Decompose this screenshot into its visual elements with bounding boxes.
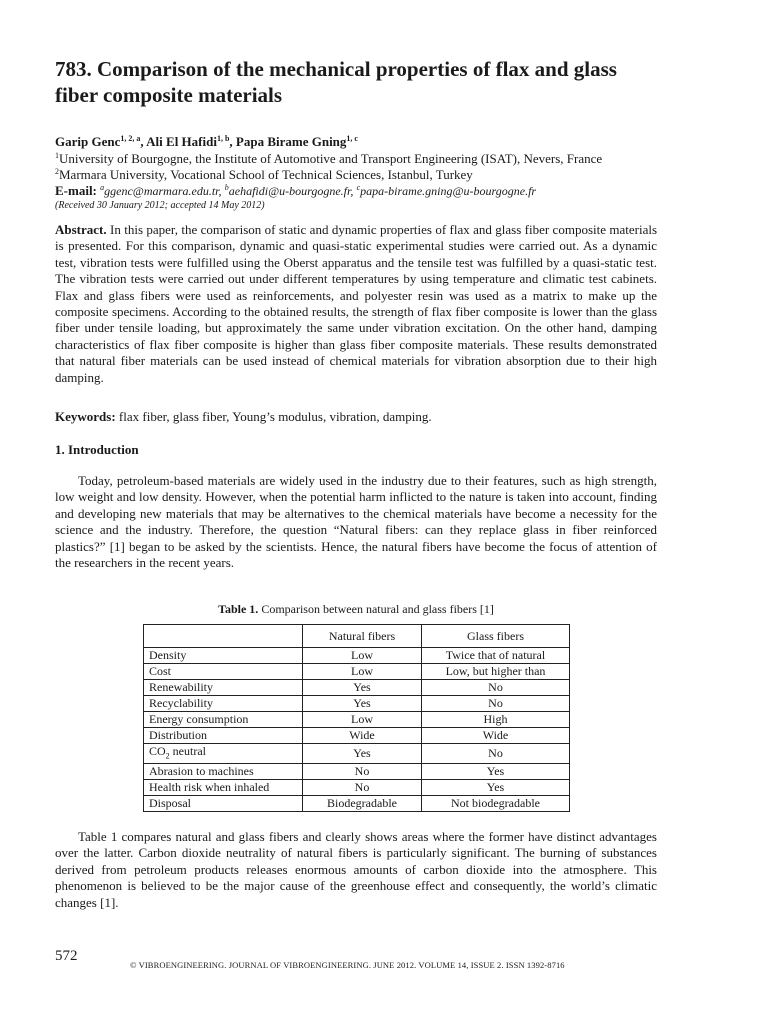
affiliation-text: University of Bourgogne, the Institute of Automotive and Transport Engineering (ISAT), Nevers, France — [59, 151, 603, 166]
table-row — [144, 664, 570, 680]
table-cell-natural: Biodegradable — [303, 796, 422, 812]
affiliation-marker: 1 — [55, 151, 59, 160]
table-caption-label: Table 1. — [218, 602, 259, 616]
comparison-table — [143, 624, 570, 812]
received-dates: (Received 30 January 2012; accepted 14 May 2012) — [55, 200, 265, 211]
section-heading-introduction: 1. Introduction — [55, 442, 139, 457]
table-cell-property: Distribution — [144, 728, 303, 744]
table-header-cell — [144, 625, 303, 648]
abstract-label: Abstract. — [55, 222, 107, 237]
table-cell-property — [144, 744, 303, 764]
table-header-cell: Glass fibers — [422, 625, 570, 648]
table-cell-property: Renewability — [144, 680, 303, 696]
footer-copyright: © VIBROENGINEERING. JOURNAL OF VIBROENGINEERING. JUNE 2012. VOLUME 14, ISSUE 2. ISSN 1392-8716 — [130, 960, 565, 970]
affiliation-text: Marmara University, Vocational School of Technical Sciences, Istanbul, Turkey — [59, 167, 473, 182]
table-cell-glass: No — [422, 680, 570, 696]
abstract-text: In this paper, the comparison of static and dynamic properties of flax and glass fiber composite materials is presented. For this comparison, dynamic and quasi-static experimental studies were carried out. As a dynamic test, vibration tests were fulfilled using the Oberst apparatus and the tensile test was fulfilled by a quasi-static test. The vibration tests were carried out under different temperatures by using temperature and climatic test cabinets. Flax and glass fibers were used as reinforcements, and polyester resin was used as a matrix to make up the composite specimens. According to the obtained results, the strength of flax fiber composite is lower than the glass fiber under tensile loading, but approximately the same under vibration excitation. On the other hand, damping characteristics of flax fiber composite is higher than glass fiber composite materials. These results demonstrated that natural fiber materials can be used instead of chemical materials for vibration absorption due to their high damping. — [55, 222, 658, 385]
table-cell-natural: Yes — [303, 744, 422, 764]
intro-paragraph: Today, petroleum-based materials are widely used in the industry due to their features, such as high strength, low weight and low density. However, when the potential harm inflicted to the nature is taken into account, finding and developing new materials that may be alternatives to the chemical materials have become a necessity for the science and the industry. Therefore, the question “Natural fibers: can they replace glass in fiber reinforced plastics?” [1] began to be asked by the scientists. Hence, the natural fibers have become the focus of attention of the researchers in the recent years. — [55, 473, 657, 571]
table-row — [144, 696, 570, 712]
table-cell-glass: Yes — [422, 764, 570, 780]
keywords — [55, 409, 657, 425]
author-name: Ali El Hafidi — [146, 134, 217, 149]
email-marker: a — [100, 183, 105, 192]
table-row — [144, 648, 570, 664]
table-header-row — [144, 625, 570, 648]
affiliation-marker: 2 — [55, 167, 59, 176]
table-cell-property: Abrasion to machines — [144, 764, 303, 780]
table-cell-glass: No — [422, 696, 570, 712]
email-line — [55, 180, 536, 199]
keywords-text: flax fiber, glass fiber, Young’s modulus, vibration, damping. — [118, 409, 432, 424]
email-marker: c — [356, 183, 361, 192]
author-name: Papa Birame Gning — [235, 134, 347, 149]
co2-main: CO — [149, 744, 166, 758]
email-address[interactable]: ggenc@marmara.edu.tr, — [104, 184, 222, 198]
table-row — [144, 744, 570, 764]
table-cell-natural: Yes — [303, 680, 422, 696]
table-cell-natural: Low — [303, 648, 422, 664]
co2-rest: neutral — [169, 744, 206, 758]
author-affiliation-marker: 1, b — [216, 134, 230, 143]
table-row — [144, 796, 570, 812]
table-cell-glass: Low, but higher than — [422, 664, 570, 680]
table-cell-natural: Low — [303, 712, 422, 728]
table-row — [144, 780, 570, 796]
author-affiliation-marker: 1, 2, a — [120, 134, 141, 143]
table-row — [144, 764, 570, 780]
table-cell-property: Health risk when inhaled — [144, 780, 303, 796]
email-address[interactable]: aehafidi@u-bourgogne.fr, — [228, 184, 354, 198]
table-cell-glass: Twice that of natural — [422, 648, 570, 664]
page-number: 572 — [55, 948, 78, 964]
table-cell-natural: Yes — [303, 696, 422, 712]
intro-paragraph: Table 1 compares natural and glass fibers and clearly shows areas where the former have distinct advantages over the latter. Carbon dioxide neutrality of natural fibers is particularly significant. The burning of substances derived from petroleum products releases enormous amounts of carbon dioxide into the atmosphere. This phenomenon is believed to be the major cause of the greenhouse effect and consequently, the world’s climatic changes [1]. — [55, 829, 657, 910]
table-cell-property: Energy consumption — [144, 712, 303, 728]
table-cell-property: Recyclability — [144, 696, 303, 712]
email-marker: b — [224, 183, 229, 192]
paper-title: 783. Comparison of the mechanical properties of flax and glass fiber composite materials — [55, 57, 617, 107]
table-header-cell: Natural fibers — [303, 625, 422, 648]
abstract — [55, 222, 657, 386]
table-cell-glass: High — [422, 712, 570, 728]
author-affiliation-marker: 1, c — [346, 134, 358, 143]
table-cell-glass: Not biodegradable — [422, 796, 570, 812]
author-name: Garip Genc — [55, 134, 121, 149]
table-caption — [55, 602, 657, 617]
author-list: Garip Genc$^{1, 2, a}$, Ali El Hafidi$^{1, b}$, Papa Birame Gning$^{1, c}$ — [55, 134, 358, 149]
table-cell-glass: Yes — [422, 780, 570, 796]
table-row — [144, 680, 570, 696]
table-cell-natural: Wide — [303, 728, 422, 744]
table-row — [144, 728, 570, 744]
table-cell-natural: No — [303, 764, 422, 780]
table-row — [144, 712, 570, 728]
table-cell-natural: Low — [303, 664, 422, 680]
table-caption-text: Comparison between natural and glass fibers [1] — [261, 602, 494, 616]
table-cell-natural: No — [303, 780, 422, 796]
table-cell-property: Cost — [144, 664, 303, 680]
table-cell-property: Disposal — [144, 796, 303, 812]
email-label: E-mail: — [55, 183, 97, 198]
co2-subscript: 2 — [165, 751, 170, 761]
table-cell-property: Density — [144, 648, 303, 664]
table-cell-glass: Wide — [422, 728, 570, 744]
keywords-label: Keywords: — [55, 409, 116, 424]
email-address[interactable]: papa-birame.gning@u-bourgogne.fr — [360, 184, 537, 198]
table-cell-glass: No — [422, 744, 570, 764]
